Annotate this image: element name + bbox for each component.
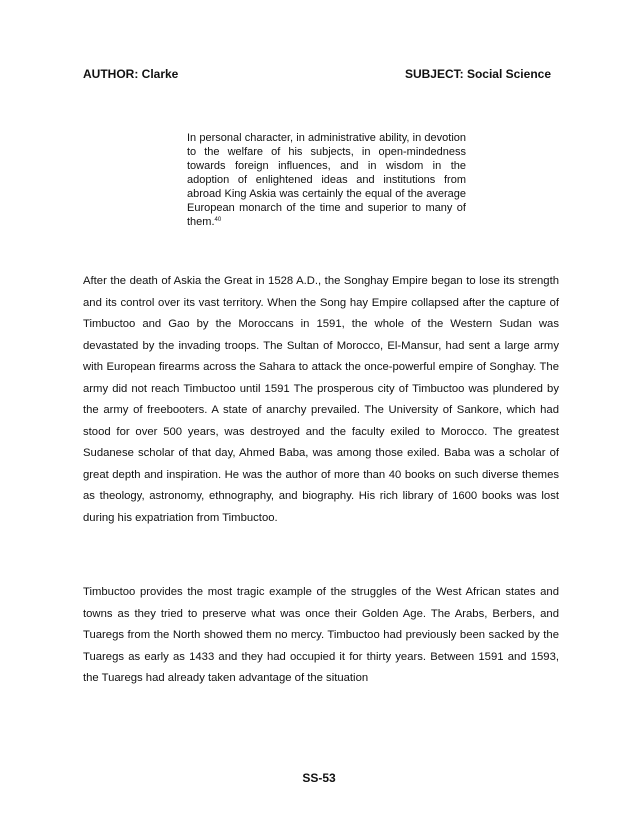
body-paragraph-1: After the death of Askia the Great in 1528 A.D., the Songhay Empire began to lose its strength and its control over its vast territory. When the Song hay Empire collapsed after the capture of Timbuctoo and Gao by the Moroccans in 1591, the whole of the Western Sudan was devastated by the invading troops. The Sultan of Morocco, El-Mansur, had sent a large army with European firearms across the Sahara to attack the once-powerful empire of Songhay. The army did not reach Timbuctoo until 1591 The prosperous city of Timbuctoo was plundered by the army of freebooters. A state of anarchy prevailed. The University of Sankore, which had stood for over 500 years, was destroyed and the faculty exiled to Morocco. The greatest Sudanese scholar of that day, Ahmed Baba, was among those exiled. Baba was a scholar of great depth and inspiration. He was the author of more than 40 books on such diverse themes as theology, astronomy, ethnography, and biography. His rich library of 1600 books was lost during his expatriation from Timbuctoo. [83, 275, 559, 524]
author-label: AUTHOR: Clarke [83, 67, 179, 81]
body-paragraph-2: Timbuctoo provides the most tragic example of the struggles of the West African states and towns as they tried to preserve what was once their Golden Age. The Arabs, Berbers, and Tuaregs from the North showed them no mercy. Timbuctoo had previously been sacked by the Tuaregs as early as 1433 and they had occupied it for thirty years. Between 1591 and 1593, the Tuaregs had already taken advantage of the situation [83, 586, 559, 685]
quote-text: In personal character, in administrative ability, in devotion to the welfare of his subjects, in open-mindedness towards foreign influences, and in wisdom in the adoption of enlightened ideas and institutions from abroad King Askia was certainly the equal of the average European monarch of the time and superior to many of them. [187, 132, 466, 228]
block-quote [187, 131, 466, 229]
footnote-marker: 40 [214, 217, 222, 223]
page-header [83, 67, 551, 83]
page-number: SS-53 [302, 771, 336, 785]
subject-label: SUBJECT: Social Science [404, 67, 551, 81]
